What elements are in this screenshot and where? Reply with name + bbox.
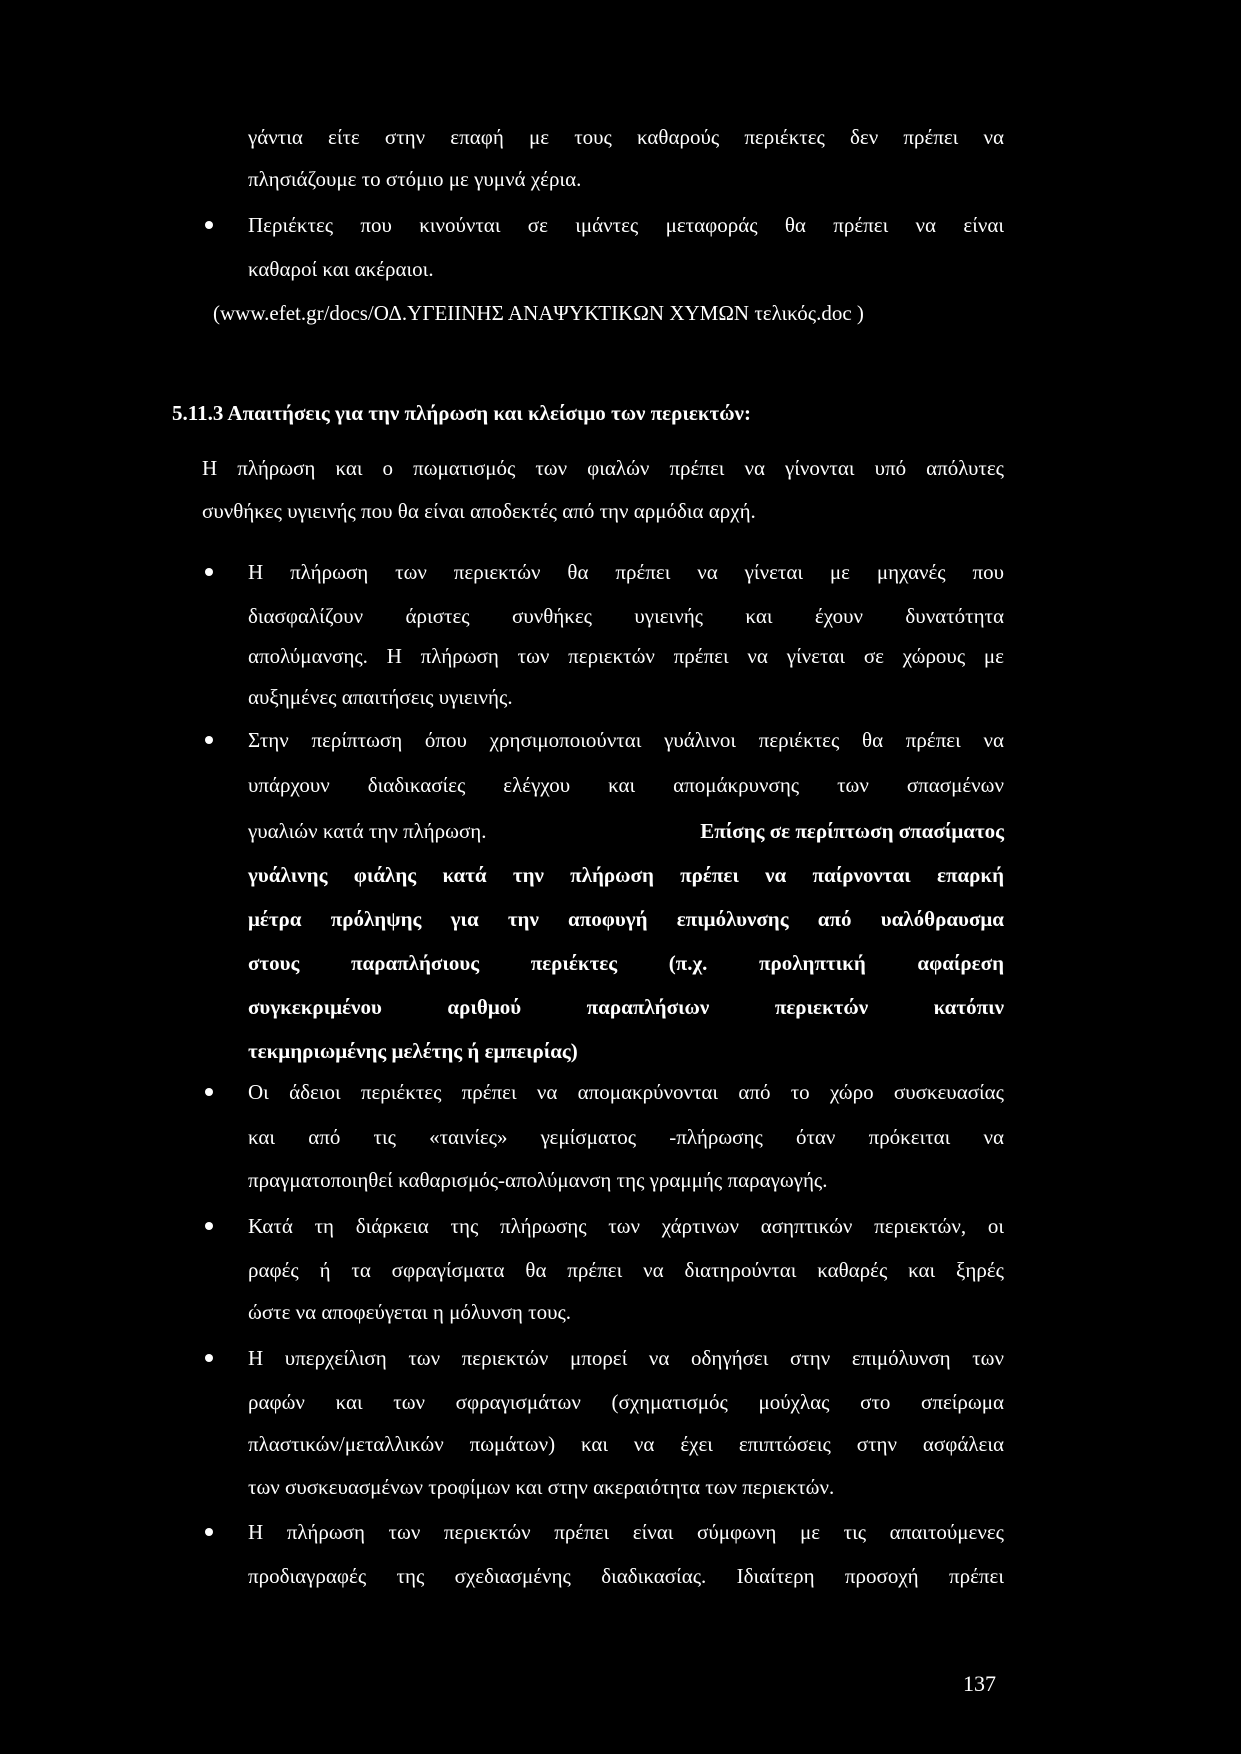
text-line-bold: τεκμηριωμένης μελέτης ή εμπειρίας) xyxy=(248,1039,578,1063)
bullet-icon xyxy=(205,221,213,229)
text-line: και από τις «ταινίες» γεμίσματος -πλήρωσης όταν πρόκειται να xyxy=(248,1125,1004,1149)
bullet-icon xyxy=(205,1222,213,1230)
text-line: πραγματοποιηθεί καθαρισμός-απολύμανση της γραμμής παραγωγής. xyxy=(248,1168,828,1192)
text-line: Κατά τη διάρκεια της πλήρωσης των χάρτινων ασηπτικών περιεκτών, οι xyxy=(248,1214,1004,1238)
text-line: απολύμανσης. Η πλήρωση των περιεκτών πρέπει να γίνεται σε χώρους με xyxy=(248,644,1004,668)
text-line: Η πλήρωση των περιεκτών θα πρέπει να γίνεται με μηχανές που xyxy=(248,560,1004,584)
text-line: Στην περίπτωση όπου χρησιμοποιούνται γυάλινοι περιέκτες θα πρέπει να xyxy=(248,728,1004,752)
text-line: προδιαγραφές της σχεδιασμένης διαδικασίας. Ιδιαίτερη προσοχή πρέπει xyxy=(248,1564,1004,1588)
text-line: Οι άδειοι περιέκτες πρέπει να απομακρύνονται από το χώρο συσκευασίας xyxy=(248,1080,1004,1104)
text-line: Η υπερχείλιση των περιεκτών μπορεί να οδηγήσει στην επιμόλυνση των xyxy=(248,1346,1004,1370)
text-line: Η πλήρωση και ο πωματισμός των φιαλών πρέπει να γίνονται υπό απόλυτες xyxy=(202,456,1004,480)
text-line: υπάρχουν διαδικασίες ελέγχου και απομάκρυνσης των σπασμένων xyxy=(248,773,1004,797)
text-line: Περιέκτες που κινούνται σε ιμάντες μεταφοράς θα πρέπει να είναι xyxy=(248,213,1004,237)
text-line: ραφές ή τα σφραγίσματα θα πρέπει να διατηρούνται καθαρές και ξηρές xyxy=(248,1258,1004,1282)
text-line-bold: γυάλινης φιάλης κατά την πλήρωση πρέπει να παίρνονται επαρκή xyxy=(248,863,1004,887)
text-line: πλαστικών/μεταλλικών πωμάτων) και να έχει επιπτώσεις στην ασφάλεια xyxy=(248,1432,1004,1456)
text-line-bold: συγκεκριμένου αριθμού παραπλήσιων περιεκτών κατόπιν xyxy=(248,995,1004,1019)
text-line: πλησιάζουμε το στόμιο με γυμνά χέρια. xyxy=(248,167,582,191)
bullet-icon xyxy=(205,1354,213,1362)
text-line: γάντια είτε στην επαφή με τους καθαρούς περιέκτες δεν πρέπει να xyxy=(248,125,1004,149)
text-line-bold: μέτρα πρόληψης για την αποφυγή επιμόλυνσης από υαλόθραυσμα xyxy=(248,907,1004,931)
text-line: των συσκευασμένων τροφίμων και στην ακεραιότητα των περιεκτών. xyxy=(248,1475,835,1499)
text-line: Η πλήρωση των περιεκτών πρέπει είναι σύμφωνη με τις απαιτούμενες xyxy=(248,1520,1004,1544)
text-regular: γυαλιών κατά την πλήρωση. xyxy=(248,819,487,843)
text-line: καθαροί και ακέραιοι. xyxy=(248,257,434,281)
text-line: αυξημένες απαιτήσεις υγιεινής. xyxy=(248,685,513,709)
text-line-bold: στους παραπλήσιους περιέκτες (π.χ. προληπτική αφαίρεση xyxy=(248,951,1004,975)
bullet-icon xyxy=(205,1088,213,1096)
text-bold: Επίσης σε περίπτωση σπασίματος xyxy=(700,819,1004,843)
text-line-mixed xyxy=(248,818,1004,844)
text-line: διασφαλίζουν άριστες συνθήκες υγιεινής και έχουν δυνατότητα xyxy=(248,604,1004,628)
text-line: ραφών και των σφραγισμάτων (σχηματισμός μούχλας στο σπείρωμα xyxy=(248,1390,1004,1414)
bullet-icon xyxy=(205,1528,213,1536)
page-number: 137 xyxy=(963,1671,996,1696)
bullet-icon xyxy=(205,736,213,744)
text-line: συνθήκες υγιεινής που θα είναι αποδεκτές από την αρμόδια αρχή. xyxy=(202,499,756,523)
text-line: ώστε να αποφεύγεται η μόλυνση τους. xyxy=(248,1300,572,1324)
source-citation: (www.efet.gr/docs/ΟΔ.ΥΓΕΙΙΝΗΣ ΑΝΑΨΥΚΤΙΚΩΝ ΧΥΜΩΝ τελικός.doc ) xyxy=(213,301,864,325)
section-heading: 5.11.3 Απαιτήσεις για την πλήρωση και κλείσιμο των περιεκτών: xyxy=(172,401,751,425)
bullet-icon xyxy=(205,568,213,576)
